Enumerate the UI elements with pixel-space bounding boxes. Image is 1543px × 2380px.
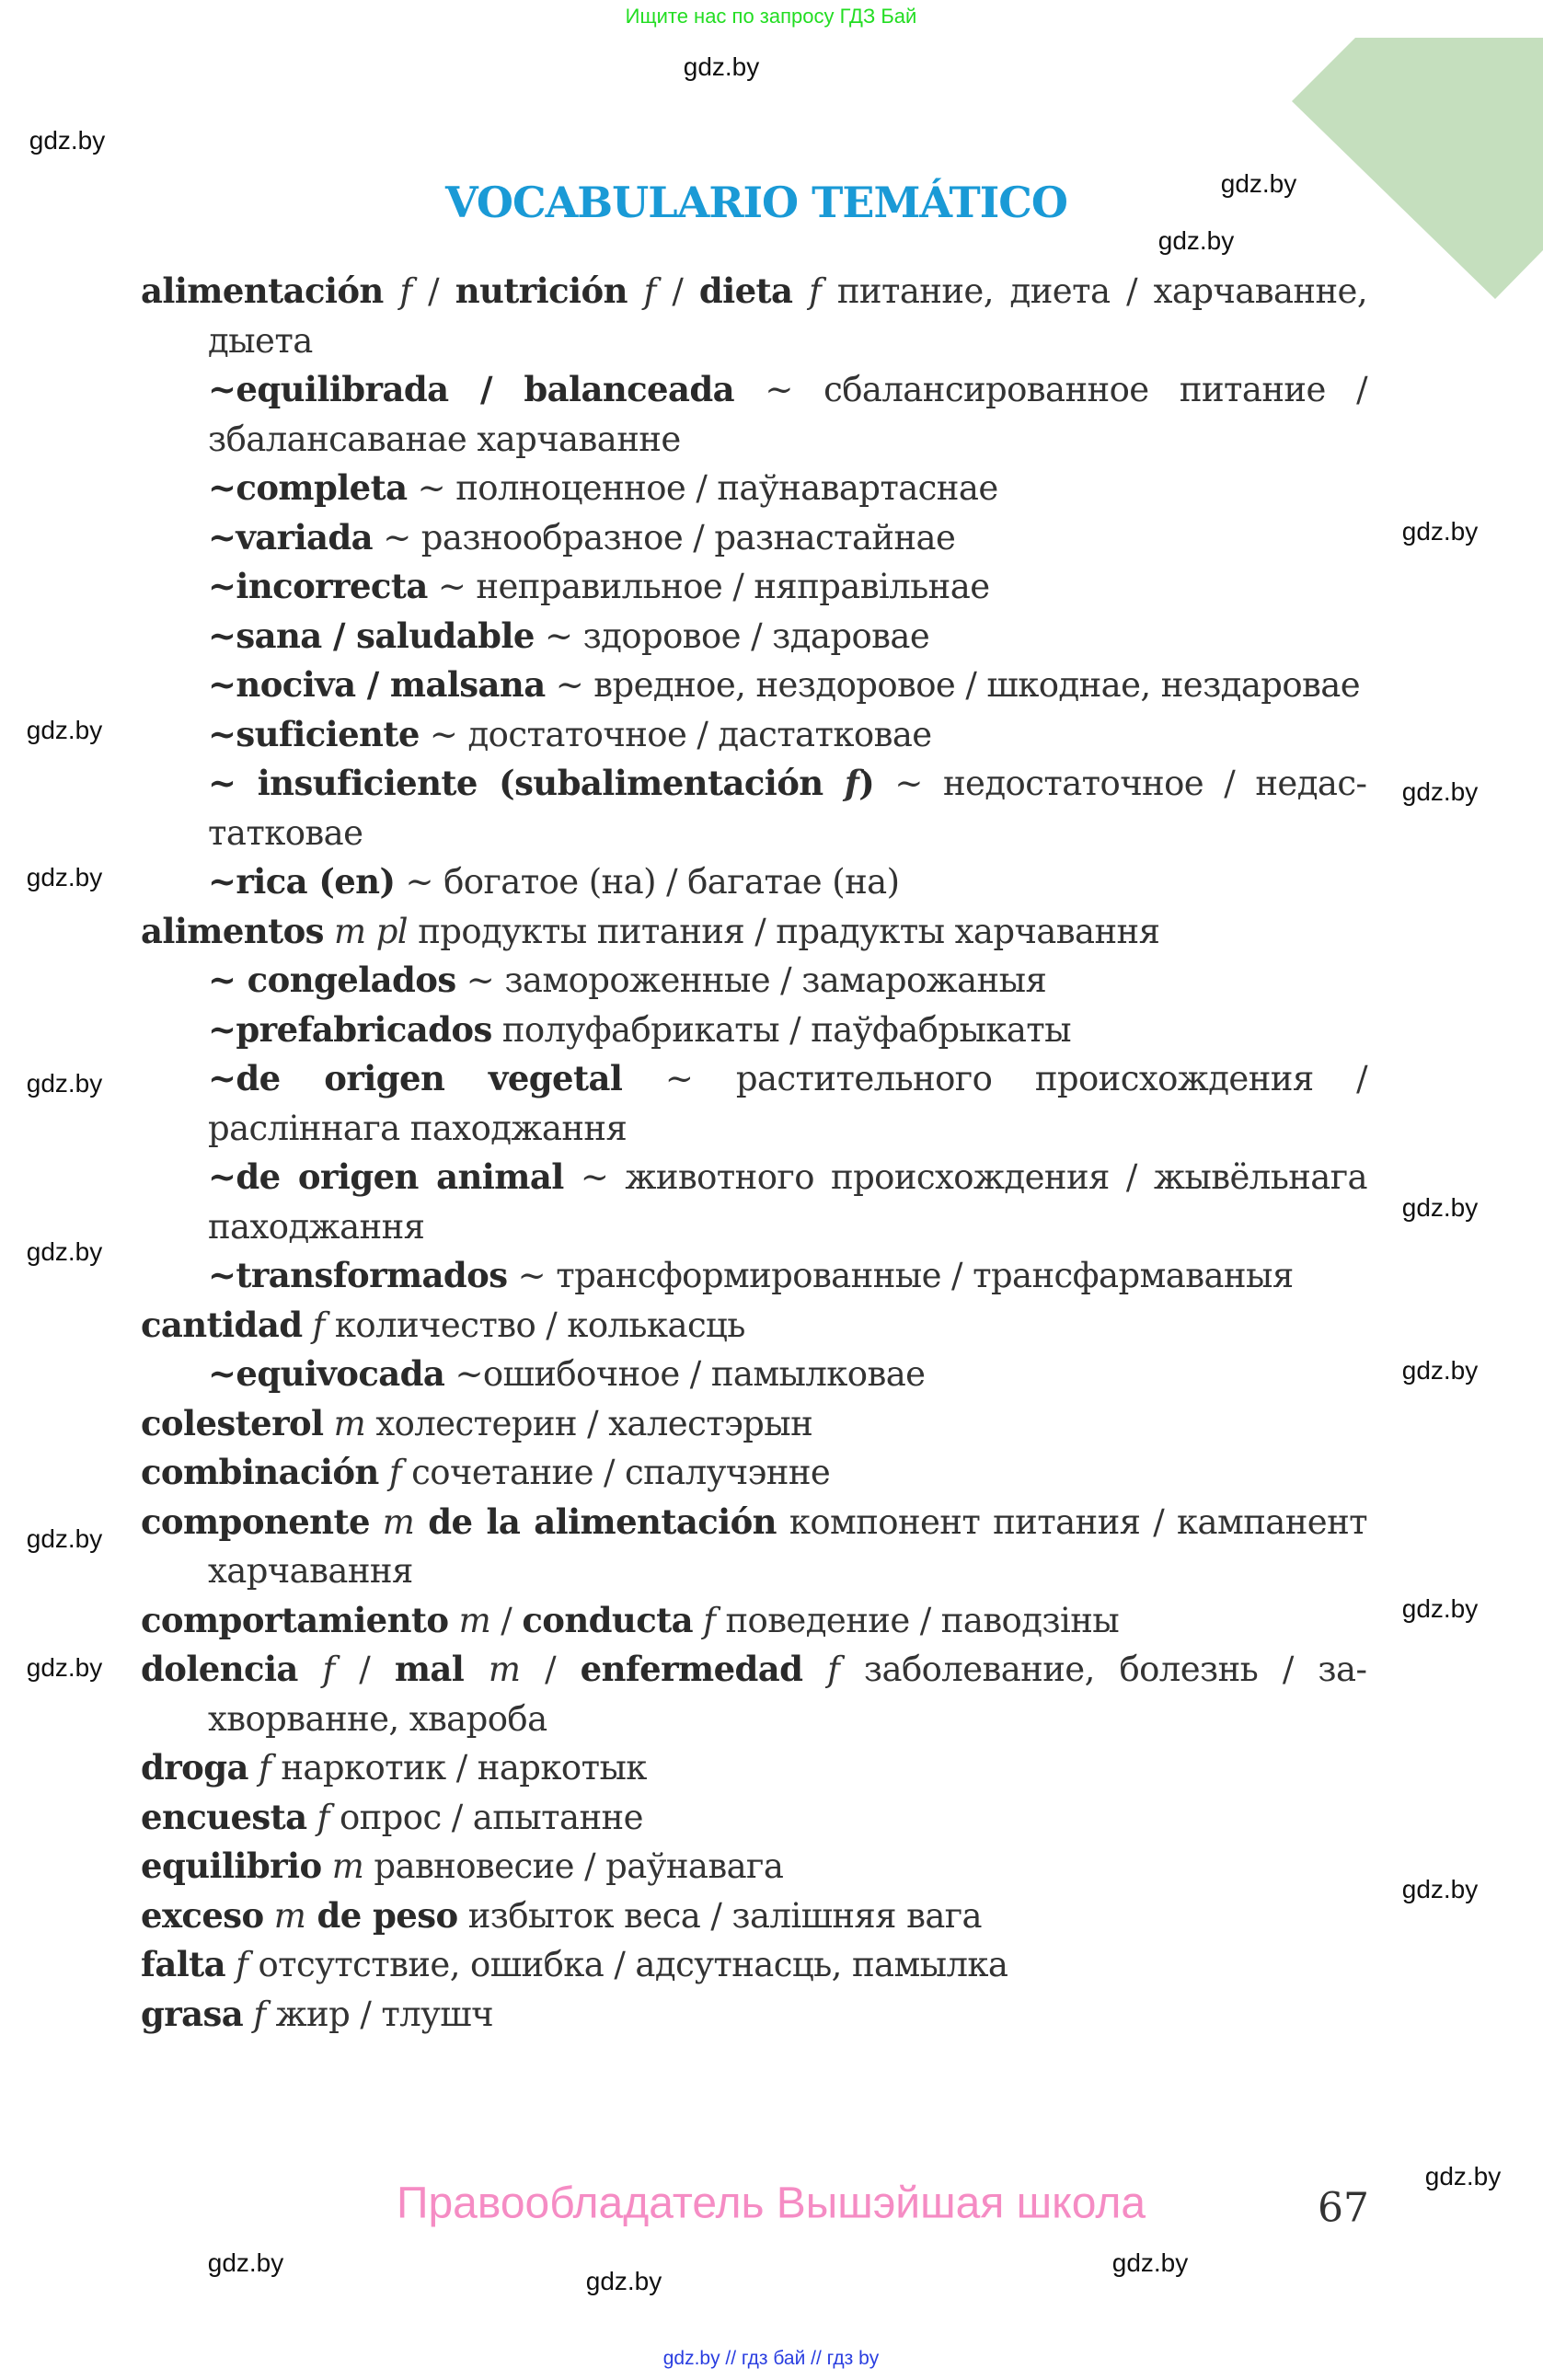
grammar-label: f <box>248 1748 271 1788</box>
watermark: gdz.by <box>1424 2162 1502 2190</box>
watermark: gdz.by <box>26 1237 103 1266</box>
headword: colesterol <box>141 1402 324 1443</box>
vocab-subentry <box>141 365 1367 464</box>
headword: combinación <box>141 1452 379 1492</box>
translation: ~ замороженные / замарожаныя <box>455 960 1047 1000</box>
vocab-subentry <box>141 1350 1367 1399</box>
watermark: gdz.by <box>1401 517 1479 546</box>
translation: ~ недостаточное / недастатковае <box>208 764 1368 853</box>
vocab-entry <box>141 1793 1367 1843</box>
grammar-label: f <box>243 1994 266 2034</box>
translation: избыток веса / залішняя вага <box>457 1895 983 1936</box>
translation: сочетание / спалучэнне <box>401 1453 831 1492</box>
headword: conducta <box>522 1599 694 1640</box>
top-search-hint: Ищите нас по запросу ГДЗ Бай <box>625 5 917 28</box>
page-number: 67 <box>1318 2184 1369 2232</box>
vocab-subentry <box>141 1054 1367 1153</box>
headword: ~de origen vegetal <box>208 1058 623 1098</box>
grammar-label: m pl <box>323 911 409 951</box>
grammar-label: f <box>693 1600 716 1640</box>
translation: заболевание, болезнь / захворванне, хвароба <box>208 1650 1367 1739</box>
headword: exceso <box>141 1894 264 1936</box>
vocab-entry <box>141 1891 1367 1941</box>
watermark: gdz.by <box>1401 1356 1479 1385</box>
headword: mal <box>394 1649 465 1689</box>
headword: de peso <box>305 1894 458 1936</box>
translation: ~ сбалансированное питание / збалансаванае харчаванне <box>208 370 1367 459</box>
translation: продукты питания / прадукты харчавання <box>408 911 1160 951</box>
watermark: gdz.by <box>26 1524 103 1553</box>
grammar-label: m <box>464 1650 521 1689</box>
vocab-subentry <box>141 661 1367 710</box>
translation: / <box>490 1600 523 1640</box>
headword: componente <box>141 1500 370 1542</box>
translation: ~ растительного происхождения / раслiннага паходжання <box>208 1059 1367 1148</box>
grammar-label: f <box>225 1945 248 1984</box>
headword: ~de origen animal <box>208 1156 564 1197</box>
watermark: gdz.by <box>29 126 106 155</box>
headword: dolencia <box>141 1649 298 1689</box>
vocab-entry <box>141 1399 1367 1449</box>
vocab-subentry <box>141 1251 1367 1301</box>
vocab-entry <box>141 1842 1367 1891</box>
footer-links[interactable]: gdz.by // гдз бай // гдз by <box>662 2348 880 2369</box>
headword: ~variada <box>208 516 374 558</box>
translation: ~ трансформированные / трансфармаваныя <box>507 1256 1294 1295</box>
copyright-notice: Правообладатель Вышэйшая школа <box>396 2179 1146 2228</box>
grammar-label: f <box>383 271 412 311</box>
grammar-label: m <box>448 1600 491 1640</box>
headword: de la alimentación <box>414 1500 777 1542</box>
headword: ~completa <box>208 467 408 508</box>
watermark: gdz.by <box>1111 2248 1189 2277</box>
headword: ~rica (en) <box>208 861 396 902</box>
vocab-subentry <box>141 612 1367 661</box>
vocab-entry <box>141 1743 1367 1793</box>
headword: encuesta <box>141 1796 307 1837</box>
headword: f <box>844 763 859 803</box>
translation: / <box>520 1650 581 1689</box>
grammar-label: m <box>369 1501 415 1542</box>
headword: ~ congelados <box>208 960 456 1000</box>
headword: ~ insuficiente (subalimentación <box>208 763 845 803</box>
grammar-label: m <box>321 1846 364 1886</box>
watermark: gdz.by <box>1220 169 1297 198</box>
translation: ~ достаточное / дастатковае <box>419 714 932 754</box>
headword: dieta <box>698 270 793 311</box>
vocab-subentry <box>141 562 1367 612</box>
headword: ~prefabricados <box>208 1008 492 1050</box>
vocab-subentry <box>141 1006 1367 1055</box>
headword: droga <box>141 1747 248 1788</box>
grammar-label: f <box>378 1453 401 1492</box>
headword: ~incorrecta <box>208 566 428 606</box>
translation: отсутствие, ошибка / адсутнасць, памылка <box>248 1945 1008 1984</box>
grammar-label: f <box>627 271 656 311</box>
translation: ~ полноценное / паўнавартаснае <box>407 468 998 508</box>
vocab-subentry <box>141 1153 1367 1251</box>
watermark: gdz.by <box>26 1653 103 1682</box>
vocab-entry <box>141 1596 1367 1646</box>
translation: ~ разнообразное / разнастайнае <box>373 517 956 558</box>
vocab-subentry <box>141 857 1367 907</box>
translation: компонент питания / кампанент харчавання <box>208 1501 1367 1591</box>
headword: enfermedad <box>580 1649 803 1689</box>
watermark: gdz.by <box>26 1069 103 1098</box>
headword: ~suficiente <box>208 713 420 754</box>
vocab-subentry <box>141 956 1367 1006</box>
headword: nutrición <box>455 270 628 311</box>
vocab-subentry <box>141 759 1367 857</box>
grammar-label: f <box>297 1650 335 1689</box>
headword: equilibrio <box>141 1845 322 1886</box>
headword: ) <box>858 763 875 803</box>
headword: alimentos <box>141 910 324 951</box>
watermark: gdz.by <box>1401 1193 1479 1222</box>
headword: cantidad <box>141 1304 303 1345</box>
headword: grasa <box>141 1993 244 2034</box>
translation: ~ошибочное / памылковае <box>444 1354 926 1394</box>
headword: ~equivocada <box>208 1353 445 1394</box>
translation: опрос / апытанне <box>328 1797 643 1837</box>
vocabulary-list <box>141 267 1367 2039</box>
watermark: gdz.by <box>26 863 103 891</box>
vocab-subentry <box>141 710 1367 760</box>
vocab-entry <box>141 1301 1367 1351</box>
headword: falta <box>141 1944 226 1984</box>
translation: жир / тлушч <box>265 1994 493 2034</box>
grammar-label: f <box>802 1650 840 1689</box>
translation: / <box>655 271 699 311</box>
vocab-entry <box>141 267 1367 365</box>
translation: ~ богатое (на) / багатае (на) <box>395 862 900 902</box>
translation: количество / колькасць <box>324 1305 745 1345</box>
watermark: gdz.by <box>26 716 103 744</box>
grammar-label: f <box>302 1305 325 1345</box>
translation: ~ вредное, нездоровое / шкоднае, нездаровае <box>545 665 1361 705</box>
vocab-entry <box>141 907 1367 957</box>
watermark: gdz.by <box>1157 226 1235 255</box>
grammar-label: m <box>323 1403 366 1443</box>
headword: ~nociva / malsana <box>208 664 546 705</box>
translation: наркотик / наркотык <box>271 1748 647 1788</box>
headword: ~transformados <box>208 1255 508 1295</box>
watermark: gdz.by <box>1401 1875 1479 1903</box>
vocab-entry <box>141 1448 1367 1498</box>
watermark: gdz.by <box>683 52 760 81</box>
grammar-label: f <box>306 1797 329 1837</box>
headword: ~equilibrada / balanceada <box>208 369 735 409</box>
translation: ~ животного происхождения / жывёльнага паходжання <box>208 1157 1367 1247</box>
vocab-subentry <box>141 513 1367 563</box>
vocab-entry <box>141 1940 1367 1990</box>
vocab-entry <box>141 1990 1367 2040</box>
grammar-label: f <box>792 271 822 311</box>
page-title: VOCABULARIO TEMÁTICO <box>445 178 1067 227</box>
watermark: gdz.by <box>585 2267 662 2295</box>
watermark: gdz.by <box>1401 1594 1479 1623</box>
translation: / <box>411 271 455 311</box>
headword: comportamiento <box>141 1599 449 1640</box>
translation: / <box>334 1650 395 1689</box>
translation: равновесие / раўнавага <box>363 1846 784 1886</box>
vocab-entry <box>141 1645 1367 1743</box>
grammar-label: m <box>263 1895 306 1936</box>
translation: ~ здоровое / здаровае <box>534 615 930 656</box>
headword: alimentación <box>141 270 384 311</box>
watermark: gdz.by <box>1401 777 1479 806</box>
translation: ~ неправильное / няправільнае <box>427 567 990 606</box>
translation: поведение / паводзіны <box>715 1600 1120 1640</box>
translation: полуфабрикаты / паўфабрыкаты <box>491 1009 1072 1050</box>
translation: холестерин / халестэрын <box>365 1403 813 1443</box>
translation: питание, диета / харчаванне, дыета <box>208 271 1367 361</box>
vocab-entry <box>141 1498 1367 1596</box>
watermark: gdz.by <box>207 2248 284 2277</box>
headword: ~sana / saludable <box>208 615 535 656</box>
vocab-subentry <box>141 464 1367 513</box>
